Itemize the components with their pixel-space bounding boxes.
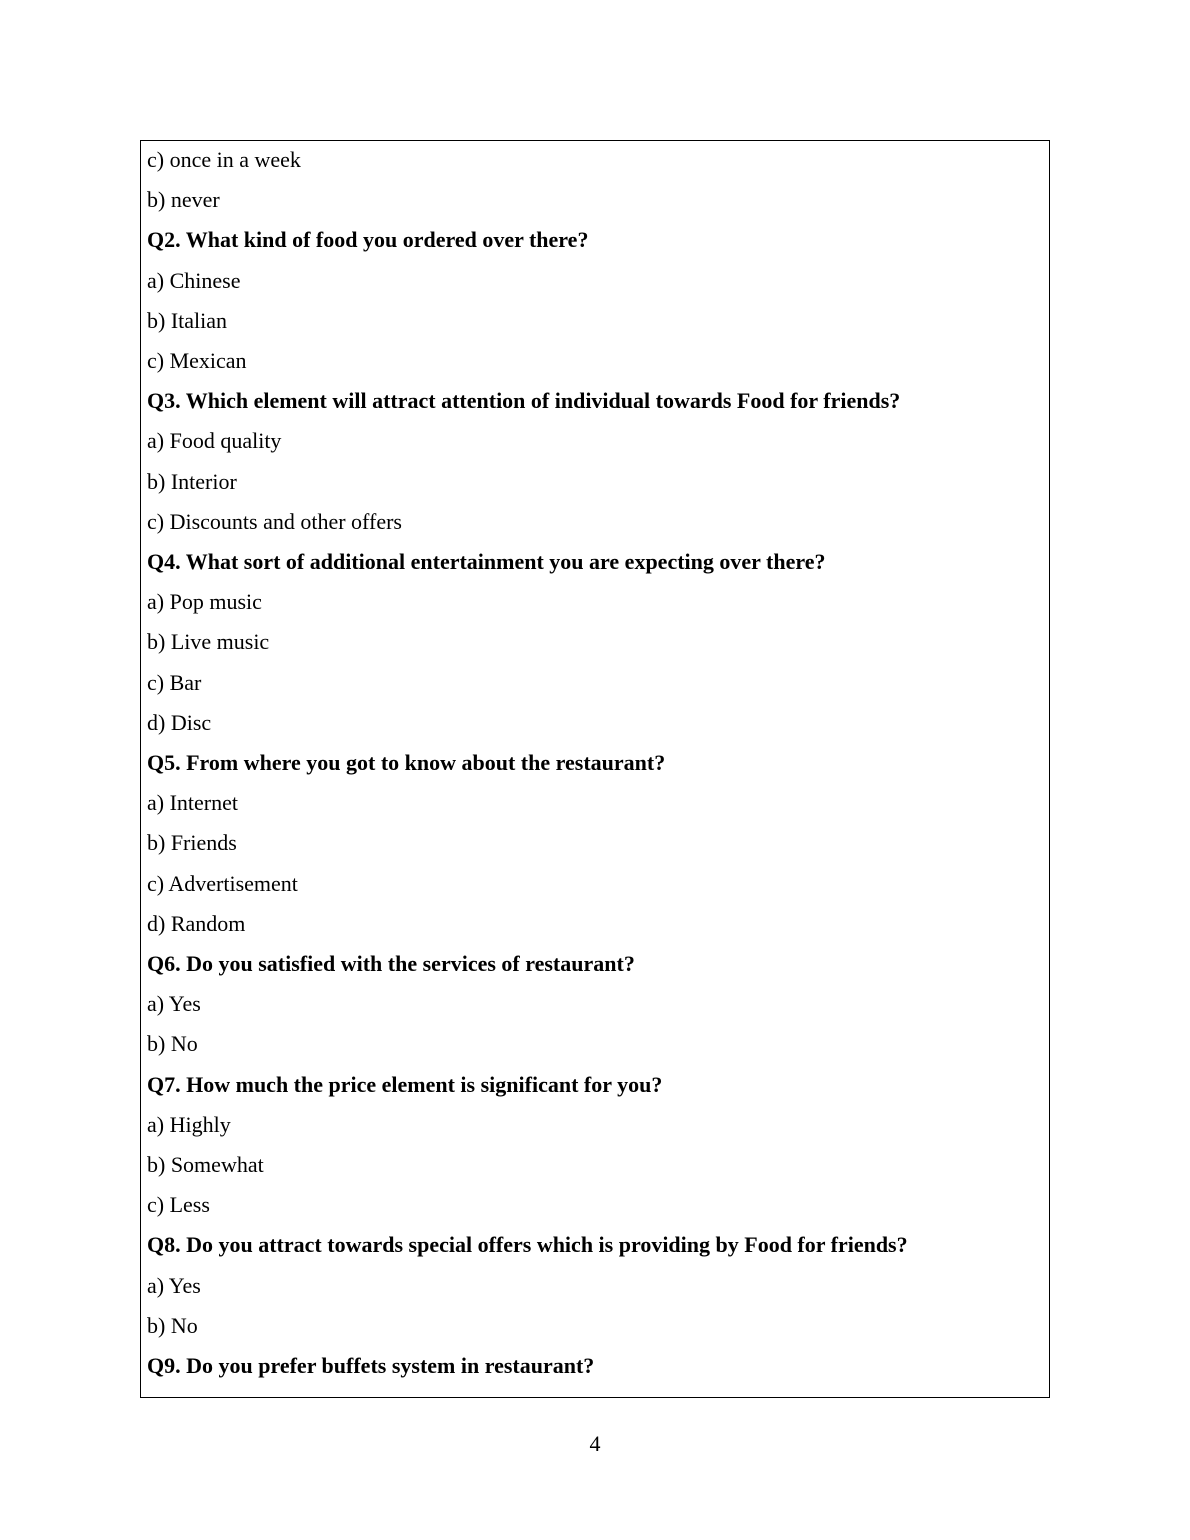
answer-option: b) Somewhat (147, 1152, 264, 1177)
questionnaire-box (140, 140, 1050, 1398)
question-text: Q8. Do you attract towards special offers which is providing by Food for friends? (147, 1232, 908, 1257)
question-text: Q4. What sort of additional entertainment you are expecting over there? (147, 549, 826, 574)
answer-option: b) Italian (147, 308, 228, 333)
answer-option: b) No (147, 1313, 198, 1338)
answer-option: d) Disc (147, 710, 212, 735)
answer-option: a) Pop music (147, 589, 262, 614)
question-text: Q9. Do you prefer buffets system in restaurant? (147, 1353, 595, 1378)
answer-option: c) Advertisement (147, 871, 298, 896)
answer-option: a) Chinese (147, 268, 241, 293)
answer-option: a) Food quality (147, 428, 282, 453)
answer-option: b) Interior (147, 469, 237, 494)
answer-option: c) Mexican (147, 348, 247, 373)
answer-option: c) once in a week (147, 147, 301, 172)
answer-option: a) Yes (147, 991, 201, 1016)
question-text: Q7. How much the price element is significant for you? (147, 1072, 663, 1097)
answer-option: c) Discounts and other offers (147, 509, 402, 534)
answer-option: a) Highly (147, 1112, 231, 1137)
answer-option: b) No (147, 1031, 198, 1056)
answer-option: d) Random (147, 911, 246, 936)
question-text: Q6. Do you satisfied with the services of restaurant? (147, 951, 635, 976)
answer-option: a) Yes (147, 1273, 201, 1298)
answer-option: c) Bar (147, 670, 202, 695)
page-number: 4 (589, 1431, 601, 1456)
question-text: Q3. Which element will attract attention of individual towards Food for friends? (147, 388, 901, 413)
answer-option: b) Live music (147, 629, 270, 654)
answer-option: b) never (147, 187, 220, 212)
question-text: Q5. From where you got to know about the restaurant? (147, 750, 666, 775)
answer-option: c) Less (147, 1192, 210, 1217)
answer-option: a) Internet (147, 790, 238, 815)
question-text: Q2. What kind of food you ordered over there? (147, 227, 589, 252)
answer-option: b) Friends (147, 830, 237, 855)
